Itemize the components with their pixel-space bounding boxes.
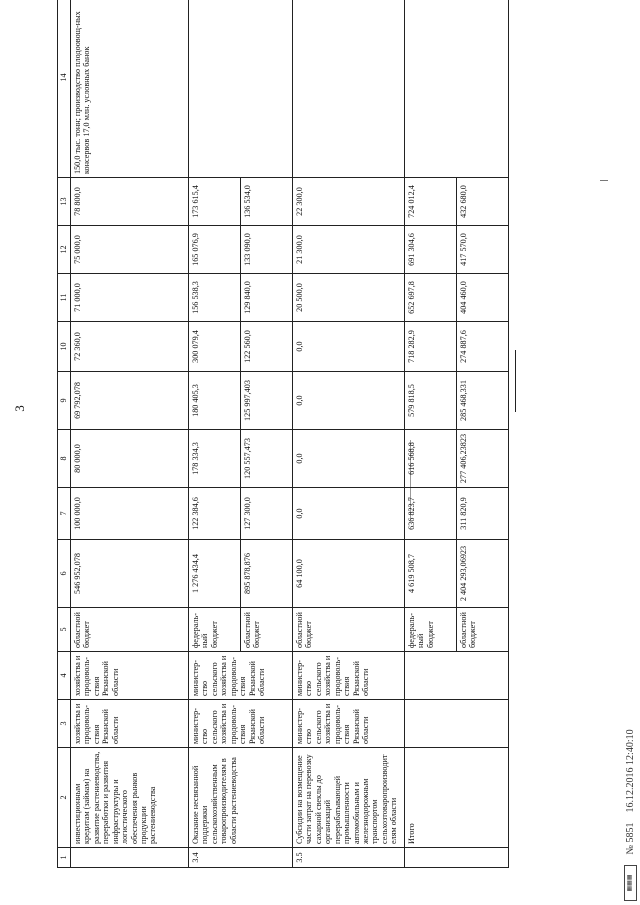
amount-y2015: 277 406,23823	[457, 430, 509, 488]
column-number: 13	[58, 178, 71, 226]
amount-y2016: 125 997,403	[241, 372, 293, 430]
registry-logo-icon: ▦▦▦	[624, 865, 637, 901]
stamp-doc-number: № 5851	[624, 822, 636, 855]
column-number: 1	[58, 848, 71, 868]
amount-total: 4 619 508,7	[405, 540, 457, 608]
amount-y2018: 404 460,0	[457, 274, 509, 322]
amount-y2019: 165 076,9	[189, 226, 241, 274]
row-number	[71, 848, 189, 868]
amount-y2016: 69 792,078	[71, 372, 189, 430]
expected-result	[405, 0, 509, 178]
column-number: 3	[58, 700, 71, 748]
amount-y2018: 129 840,0	[241, 274, 293, 322]
amount-y2017: 0,0	[293, 322, 405, 372]
funding-source: областной бюджет	[71, 608, 189, 652]
scan-mark	[600, 180, 608, 181]
column-number: 8	[58, 430, 71, 488]
amount-y2018: 652 697,8	[405, 274, 457, 322]
budget-table-rotated	[57, 11, 478, 868]
amount-y2014: 0,0	[293, 488, 405, 540]
expected-result	[189, 0, 293, 178]
amount-y2020: 432 680,0	[457, 178, 509, 226]
measure-name: Итого	[405, 748, 509, 848]
table-row	[293, 0, 405, 868]
amount-y2014: 636 823,7	[405, 488, 457, 540]
amount-y2015: 0,0	[293, 430, 405, 488]
amount-y2019: 21 300,0	[293, 226, 405, 274]
column-number: 12	[58, 226, 71, 274]
column-number: 7	[58, 488, 71, 540]
executor: министер-ство сельского хозяйства и продоволь-ствия Рязанской области	[189, 700, 293, 748]
amount-y2017: 718 282,9	[405, 322, 457, 372]
amount-y2015: 120 557,473	[241, 430, 293, 488]
funding-source: областной бюджет	[457, 608, 509, 652]
amount-total: 2 404 293,06923	[457, 540, 509, 608]
amount-y2020: 173 615,4	[189, 178, 241, 226]
amount-y2018: 71 000,0	[71, 274, 189, 322]
expected-result	[293, 0, 405, 178]
coexecutor: министер-ство сельского хозяйства и продоволь-ствия Рязанской области	[189, 652, 293, 700]
amount-y2016: 285 468,331	[457, 372, 509, 430]
amount-y2018: 156 538,3	[189, 274, 241, 322]
amount-y2020: 724 012,4	[405, 178, 457, 226]
page-number: 3	[12, 405, 27, 412]
amount-y2014: 122 384,6	[189, 488, 241, 540]
column-number: 6	[58, 540, 71, 608]
amount-y2015: 178 334,3	[189, 430, 241, 488]
amount-y2015: 80 000,0	[71, 430, 189, 488]
row-number: 3.4	[189, 848, 293, 868]
column-number: 11	[58, 274, 71, 322]
measure-name: Оказание несвязанной поддержки сельскохозяйственным товаропроизводителям в области растениеводства	[189, 748, 293, 848]
expected-result: 150,0 тыс. тонн; производство плодоовощ-ных консервов 17,0 млн. условных банок	[71, 0, 189, 178]
amount-y2016: 180 405,3	[189, 372, 241, 430]
column-number-row	[58, 0, 71, 868]
amount-y2020: 136 534,0	[241, 178, 293, 226]
funding-source: федераль-ный бюджет	[405, 608, 457, 652]
amount-y2014: 311 820,9	[457, 488, 509, 540]
amount-total: 895 878,876	[241, 540, 293, 608]
budget-table	[57, 0, 509, 868]
measure-name: инвестиционным кредитам (займам) на развитие растениеводства, переработки и развития инфраструктуры и логистического обеспечения рынков продукции растениеводства	[71, 748, 189, 848]
column-number: 10	[58, 322, 71, 372]
amount-y2017: 122 560,0	[241, 322, 293, 372]
coexecutor	[405, 652, 509, 700]
row-number: 3.5	[293, 848, 405, 868]
table-row	[189, 0, 241, 868]
amount-y2014: 127 300,0	[241, 488, 293, 540]
amount-y2017: 300 079,4	[189, 322, 241, 372]
executor: хозяйства и продоволь-ствия Рязанской области	[71, 700, 189, 748]
amount-y2017: 274 887,6	[457, 322, 509, 372]
amount-total: 1 276 434,4	[189, 540, 241, 608]
amount-y2020: 78 800,0	[71, 178, 189, 226]
funding-source: областной бюджет	[241, 608, 293, 652]
stamp-timestamp: 16.12.2016 12:40:10	[624, 729, 636, 813]
amount-y2019: 133 090,0	[241, 226, 293, 274]
coexecutor: министер-ство сельского хозяйства и продоволь-ствия Рязанской области	[293, 652, 405, 700]
column-number: 5	[58, 608, 71, 652]
column-number: 14	[58, 0, 71, 178]
amount-y2020: 22 300,0	[293, 178, 405, 226]
amount-y2015: 616 568,8	[405, 430, 457, 488]
registration-stamp	[624, 0, 640, 901]
executor: министер-ство сельского хозяйства и продоволь-ствия Рязанской области	[293, 700, 405, 748]
coexecutor: хозяйства и продоволь-ствия Рязанской области	[71, 652, 189, 700]
executor	[405, 700, 509, 748]
amount-total: 64 100,0	[293, 540, 405, 608]
scan-mark	[515, 350, 516, 412]
funding-source: федераль-ный бюджет	[189, 608, 241, 652]
amount-total: 546 952,078	[71, 540, 189, 608]
column-number: 4	[58, 652, 71, 700]
amount-y2014: 100 000,0	[71, 488, 189, 540]
funding-source: областной бюджет	[293, 608, 405, 652]
amount-y2016: 0,0	[293, 372, 405, 430]
amount-y2016: 579 818,5	[405, 372, 457, 430]
row-number	[405, 848, 509, 868]
amount-y2019: 691 304,6	[405, 226, 457, 274]
table-row	[71, 0, 189, 868]
amount-y2019: 417 570,0	[457, 226, 509, 274]
table-row	[405, 0, 457, 868]
amount-y2017: 72 360,0	[71, 322, 189, 372]
column-number: 9	[58, 372, 71, 430]
amount-y2018: 20 500,0	[293, 274, 405, 322]
amount-y2019: 75 000,0	[71, 226, 189, 274]
measure-name: Субсидии на возмещение части затрат на перевозку сахарной свеклы до организаций перерабатывающей промышленности автомобильным и железнодорожным транспортом сельхозтоваропроизводителям области	[293, 748, 405, 848]
column-number: 2	[58, 748, 71, 848]
